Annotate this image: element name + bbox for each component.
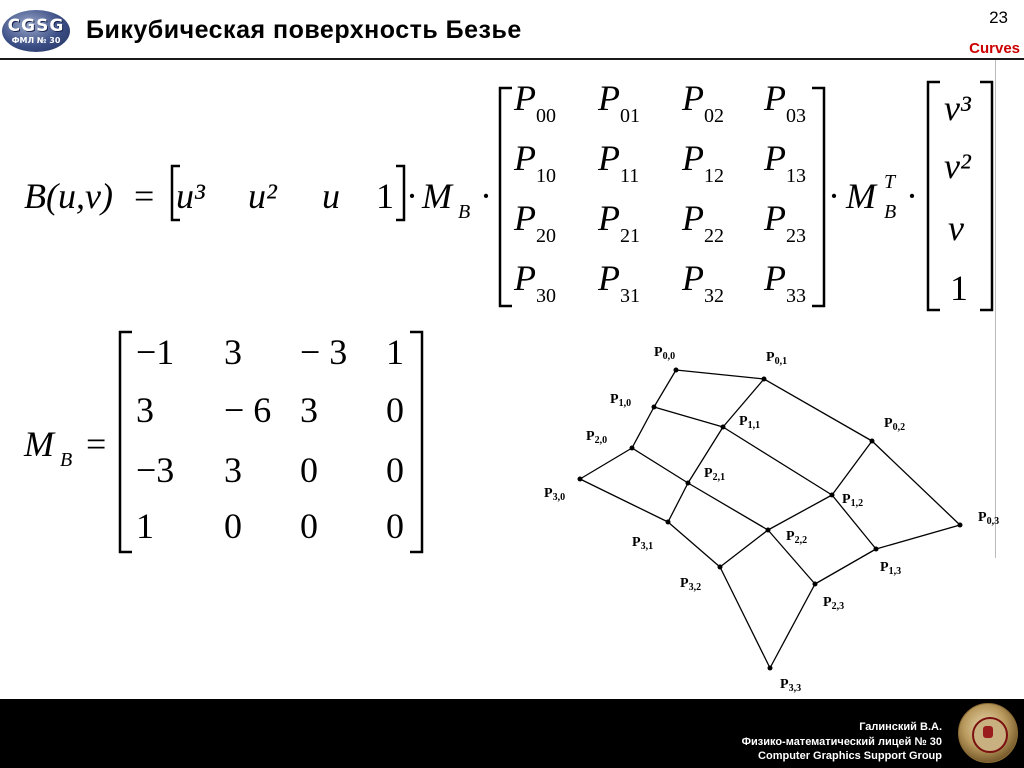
mb-entry: 3 <box>224 332 242 372</box>
net-edge <box>580 479 668 522</box>
p-entry-subscript: 13 <box>786 165 806 187</box>
mb-name-2: M <box>846 176 876 216</box>
control-point-10 <box>652 405 657 410</box>
row-vec-3: 1 <box>376 176 394 216</box>
p-entry-subscript: 11 <box>620 165 640 187</box>
control-point-03 <box>958 523 963 528</box>
p-entry-subscript: 23 <box>786 225 806 247</box>
control-point-01 <box>762 377 767 382</box>
p-entry-subscript: 22 <box>704 225 724 247</box>
p-entry-subscript: 33 <box>786 285 806 307</box>
p-entry-letter: P <box>682 138 704 178</box>
p-entry-letter: P <box>514 78 536 118</box>
net-edge <box>676 370 764 379</box>
mb-bracket-right <box>410 332 422 552</box>
p-entry-letter: P <box>682 258 704 298</box>
mb-entry: 0 <box>386 506 404 546</box>
p-entry-letter: P <box>598 198 620 238</box>
net-edge <box>688 483 768 530</box>
p-entry-letter: P <box>514 138 536 178</box>
control-point-label: $P_{0,2}$ <box>884 416 906 433</box>
p-matrix <box>513 78 806 307</box>
net-edge <box>768 495 832 530</box>
net-edge <box>668 483 688 522</box>
header-divider <box>0 58 1024 60</box>
row-vec-1: u² <box>248 176 277 216</box>
control-point-20 <box>630 446 635 451</box>
mb-entry: 0 <box>386 390 404 430</box>
p-entry-subscript: 03 <box>786 105 806 127</box>
control-point-label: $P_{0,1}$ <box>766 350 788 367</box>
net-edge <box>876 525 960 549</box>
control-point-label: $P_{2,3}$ <box>823 595 845 612</box>
control-point-label: $P_{2,0}$ <box>586 429 608 446</box>
control-point-label: $P_{0,0}$ <box>654 345 676 362</box>
control-net-diagram <box>540 336 1000 696</box>
control-point-32 <box>718 565 723 570</box>
net-edge <box>770 584 815 668</box>
control-point-02 <box>870 439 875 444</box>
control-point-label: $P_{1,2}$ <box>842 492 864 509</box>
mb-lhs-sub: B <box>60 449 73 471</box>
net-edge <box>632 407 654 448</box>
mb-entry: 0 <box>386 450 404 490</box>
col-bracket-right <box>980 82 992 310</box>
p-entry-subscript: 20 <box>536 225 556 247</box>
mb-entry: 0 <box>224 506 242 546</box>
control-point-30 <box>578 477 583 482</box>
mb-lhs-name: M <box>24 424 54 464</box>
col-vec-2: v <box>948 208 964 248</box>
p-entry-subscript: 02 <box>704 105 724 127</box>
mb-entry: 3 <box>224 450 242 490</box>
net-edge <box>720 567 770 668</box>
section-label: Curves <box>969 40 1020 57</box>
lyceum-seal <box>958 703 1018 763</box>
logo-text: CGSG <box>7 16 65 36</box>
net-edge <box>654 370 676 407</box>
footer-school: Физико-математический лицей № 30 <box>741 736 942 748</box>
net-edge <box>815 549 876 584</box>
mb-entry: −1 <box>136 332 175 372</box>
mb-bracket-left <box>120 332 132 552</box>
p-entry-letter: P <box>598 78 620 118</box>
control-point-00 <box>674 368 679 373</box>
p-entry-subscript: 10 <box>536 165 556 187</box>
p-entry-letter: P <box>598 258 620 298</box>
p-bracket-right <box>812 88 824 306</box>
col-vec-3: 1 <box>950 268 968 308</box>
bezier-basis-matrix <box>0 326 440 558</box>
control-point-label: $P_{0,3}$ <box>978 510 1000 527</box>
mb-matrix <box>136 332 404 546</box>
mb-sub-2: B <box>884 201 897 223</box>
control-point-31 <box>666 520 671 525</box>
p-entry-letter: P <box>764 78 786 118</box>
p-entry-letter: P <box>682 78 704 118</box>
dot-2: · <box>480 176 492 216</box>
control-point-12 <box>830 493 835 498</box>
footer-group: Computer Graphics Support Group <box>758 750 942 762</box>
mb-equals: = <box>86 424 107 464</box>
p-entry-subscript: 30 <box>536 285 556 307</box>
mb-entry: 3 <box>300 390 318 430</box>
mb-entry: 3 <box>136 390 154 430</box>
mb-transpose: T <box>884 171 896 193</box>
p-entry-letter: P <box>764 198 786 238</box>
p-entry-subscript: 01 <box>620 105 640 127</box>
p-entry-subscript: 32 <box>704 285 724 307</box>
control-point-22 <box>766 528 771 533</box>
control-point-label: $P_{3,2}$ <box>680 576 702 593</box>
mb-entry: 0 <box>300 506 318 546</box>
formula-lhs: B(u,v) <box>24 176 113 216</box>
mb-entry: −3 <box>136 450 175 490</box>
p-entry-letter: P <box>764 138 786 178</box>
p-entry-subscript: 31 <box>620 285 640 307</box>
net-edge <box>580 448 632 479</box>
control-point-label: $P_{1,0}$ <box>610 392 632 409</box>
cgsg-logo <box>2 10 70 52</box>
control-point-13 <box>874 547 879 552</box>
net-edge <box>764 379 872 441</box>
row-vec-0: u³ <box>176 176 205 216</box>
control-point-33 <box>768 666 773 671</box>
net-edge <box>832 441 872 495</box>
net-edge <box>720 530 768 567</box>
p-entry-letter: P <box>682 198 704 238</box>
row-vec-2: u <box>322 176 340 216</box>
net-edge <box>872 441 960 525</box>
control-point-label: $P_{1,3}$ <box>880 560 902 577</box>
formula-equals: = <box>134 176 155 216</box>
control-point-label: $P_{2,1}$ <box>704 466 726 483</box>
mb-entry: − 3 <box>300 332 348 372</box>
p-entry-letter: P <box>598 138 620 178</box>
net-edge <box>654 407 723 427</box>
dot-3: · <box>828 176 840 216</box>
mb-entry: − 6 <box>224 390 272 430</box>
page-number: 23 <box>989 8 1008 27</box>
footer-author: Галинский В.А. <box>859 721 942 733</box>
mb-entry: 1 <box>136 506 154 546</box>
control-point-label: $P_{3,0}$ <box>544 486 566 503</box>
control-point-label: $P_{3,1}$ <box>632 535 654 552</box>
p-bracket-left <box>500 88 512 306</box>
control-point-23 <box>813 582 818 587</box>
page-title: Бикубическая поверхность Безье <box>86 16 522 44</box>
dot-1: · <box>406 176 418 216</box>
p-entry-subscript: 21 <box>620 225 640 247</box>
mb-sub-1: B <box>458 201 471 223</box>
mb-entry: 0 <box>300 450 318 490</box>
net-edge <box>668 522 720 567</box>
p-entry-letter: P <box>514 198 536 238</box>
row-bracket-right <box>396 166 404 220</box>
control-point-11 <box>721 425 726 430</box>
net-edge <box>632 448 688 483</box>
p-entry-letter: P <box>764 258 786 298</box>
mb-entry: 1 <box>386 332 404 372</box>
control-point-label: $P_{3,3}$ <box>780 677 802 694</box>
control-point-label: $P_{2,2}$ <box>786 529 808 546</box>
p-entry-subscript: 00 <box>536 105 556 127</box>
dot-4: · <box>906 176 918 216</box>
control-point-label: $P_{1,1}$ <box>739 414 761 431</box>
net-edge <box>723 427 832 495</box>
footer <box>0 699 1024 768</box>
logo-subtext: ФМЛ № 30 <box>11 36 61 45</box>
p-entry-letter: P <box>514 258 536 298</box>
mb-name-1: M <box>422 176 452 216</box>
control-point-21 <box>686 481 691 486</box>
col-vec-1: v² <box>944 146 971 186</box>
bezier-surface-formula <box>0 70 1000 320</box>
col-vec-0: v³ <box>944 88 971 128</box>
col-bracket-left <box>928 82 940 310</box>
p-entry-subscript: 12 <box>704 165 724 187</box>
